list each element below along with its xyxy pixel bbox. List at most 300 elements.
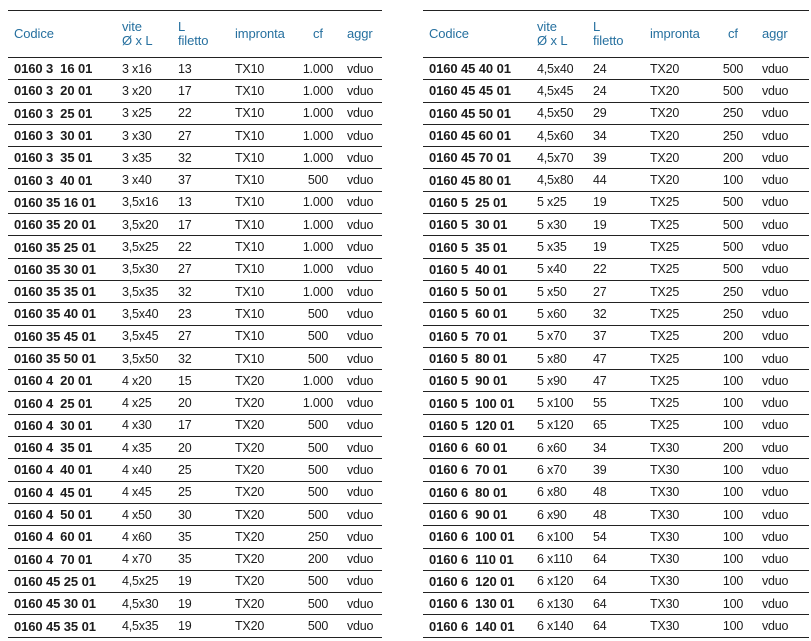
cell-aggr: vduo [762, 596, 789, 611]
cell-vite: 6 x70 [537, 462, 567, 477]
cell-filetto: 37 [593, 329, 607, 344]
cell-codice: 0160 35 45 01 [14, 328, 96, 344]
cell-aggr: vduo [347, 507, 374, 522]
cell-impronta: TX30 [650, 529, 680, 544]
cell-codice: 0160 3 16 01 [14, 61, 93, 77]
cell-impronta: TX25 [650, 351, 680, 366]
cell-impronta: TX20 [235, 373, 265, 388]
cell-cf: 1.000 [302, 262, 334, 277]
cell-impronta: TX25 [650, 262, 680, 277]
table-row [423, 147, 809, 169]
cell-vite: 4,5x30 [122, 596, 159, 611]
cell-aggr: vduo [762, 262, 789, 277]
cell-codice: 0160 45 70 01 [429, 150, 511, 166]
cell-vite: 5 x50 [537, 284, 567, 299]
cell-vite: 4,5x70 [537, 150, 574, 165]
cell-filetto: 24 [593, 61, 607, 76]
cell-codice: 0160 4 20 01 [14, 373, 93, 389]
cell-vite: 4 x20 [122, 373, 152, 388]
cell-filetto: 17 [178, 418, 192, 433]
cell-vite: 3,5x50 [122, 351, 159, 366]
cell-aggr: vduo [347, 173, 374, 188]
cell-vite: 6 x90 [537, 507, 567, 522]
cell-impronta: TX20 [235, 529, 265, 544]
cell-impronta: TX10 [235, 217, 265, 232]
cell-codice: 0160 5 90 01 [429, 373, 508, 389]
cell-vite: 4,5x45 [537, 83, 574, 98]
cell-filetto: 32 [178, 351, 192, 366]
cell-impronta: TX20 [235, 418, 265, 433]
cell-cf: 500 [307, 440, 329, 455]
cell-aggr: vduo [762, 552, 789, 567]
cell-impronta: TX20 [235, 507, 265, 522]
cell-vite: 6 x100 [537, 529, 574, 544]
table-row [423, 392, 809, 414]
cell-aggr: vduo [762, 217, 789, 232]
cell-aggr: vduo [762, 306, 789, 321]
cell-codice: 0160 45 60 01 [429, 128, 511, 144]
cell-filetto: 19 [178, 596, 192, 611]
cell-aggr: vduo [347, 61, 374, 76]
cell-codice: 0160 45 25 01 [14, 573, 96, 589]
table-row [8, 482, 382, 504]
cell-impronta: TX20 [235, 462, 265, 477]
cell-aggr: vduo [762, 574, 789, 589]
cell-aggr: vduo [762, 373, 789, 388]
cell-cf: 1.000 [302, 106, 334, 121]
cell-vite: 6 x120 [537, 574, 574, 589]
cell-cf: 100 [722, 396, 744, 411]
table-row [8, 147, 382, 169]
cell-cf: 500 [307, 418, 329, 433]
cell-codice: 0160 4 70 01 [14, 551, 93, 567]
cell-aggr: vduo [347, 262, 374, 277]
cell-codice: 0160 6 60 01 [429, 440, 508, 456]
cell-codice: 0160 5 120 01 [429, 417, 515, 433]
cell-vite: 4 x30 [122, 418, 152, 433]
cell-codice: 0160 6 140 01 [429, 618, 515, 634]
cell-impronta: TX30 [650, 596, 680, 611]
column-header-cf [297, 11, 339, 57]
table-row [8, 326, 382, 348]
cell-filetto: 39 [593, 462, 607, 477]
cell-aggr: vduo [347, 195, 374, 210]
cell-aggr: vduo [762, 173, 789, 188]
cell-aggr: vduo [762, 240, 789, 255]
cell-filetto: 65 [593, 418, 607, 433]
cell-cf: 500 [307, 507, 329, 522]
cell-vite: 6 x110 [537, 552, 573, 567]
cell-cf: 1.000 [302, 217, 334, 232]
cell-filetto: 19 [178, 574, 192, 589]
cell-impronta: TX30 [650, 507, 680, 522]
cell-filetto: 37 [178, 173, 192, 188]
vite-label-line2: Ø x L [537, 33, 568, 48]
cell-codice: 0160 35 50 01 [14, 351, 96, 366]
table-row [8, 526, 382, 548]
cell-cf: 100 [722, 173, 744, 188]
aggr-label: aggr [762, 25, 788, 41]
cell-filetto: 47 [593, 373, 607, 388]
cell-cf: 500 [722, 195, 744, 210]
cell-cf: 500 [722, 262, 744, 277]
cell-filetto: 48 [593, 507, 607, 522]
cell-vite: 5 x25 [537, 195, 567, 210]
cell-impronta: TX20 [650, 150, 680, 165]
cell-impronta: TX10 [235, 240, 265, 255]
cell-impronta: TX25 [650, 418, 680, 433]
table-row [8, 571, 382, 593]
cell-codice: 0160 6 120 01 [429, 573, 515, 589]
cell-cf: 1.000 [302, 195, 334, 210]
cell-cf: 1.000 [302, 284, 334, 299]
table-row [423, 192, 809, 214]
vite-label-line2: Ø x L [122, 33, 153, 48]
cell-vite: 3 x35 [122, 150, 152, 165]
cell-codice: 0160 4 50 01 [14, 507, 93, 523]
table-row [423, 169, 809, 191]
cell-impronta: TX20 [650, 173, 680, 188]
cell-aggr: vduo [762, 485, 789, 500]
cell-vite: 4,5x35 [122, 619, 159, 634]
cell-filetto: 22 [178, 106, 192, 121]
cell-filetto: 64 [593, 596, 607, 611]
cell-filetto: 19 [593, 195, 607, 210]
column-header-impronta [235, 11, 297, 57]
cell-cf: 1.000 [302, 396, 334, 411]
cell-filetto: 29 [593, 106, 607, 121]
cell-filetto: 25 [178, 462, 192, 477]
cell-aggr: vduo [347, 329, 374, 344]
cell-vite: 5 x60 [537, 306, 567, 321]
cell-cf: 500 [307, 619, 329, 634]
cell-filetto: 19 [593, 240, 607, 255]
table-row [8, 80, 382, 102]
cell-filetto: 22 [593, 262, 607, 277]
cell-cf: 1.000 [302, 83, 334, 98]
cell-vite: 4,5x40 [537, 61, 574, 76]
cell-codice: 0160 6 130 01 [429, 596, 515, 612]
cell-vite: 5 x70 [537, 329, 567, 344]
cell-vite: 4,5x60 [537, 128, 574, 143]
cell-cf: 250 [722, 128, 744, 143]
cell-aggr: vduo [762, 106, 789, 121]
cell-vite: 3 x30 [122, 128, 152, 143]
cell-filetto: 54 [593, 529, 607, 544]
impronta-label: impronta [235, 25, 285, 41]
cell-cf: 100 [722, 552, 744, 567]
cell-vite: 3 x25 [122, 106, 152, 121]
cell-codice: 0160 4 40 01 [14, 462, 93, 478]
table-row [423, 326, 809, 348]
vite-label-line1: vite [537, 18, 557, 34]
table-row [8, 615, 382, 637]
cell-impronta: TX10 [235, 128, 265, 143]
cell-codice: 0160 5 40 01 [429, 261, 508, 277]
cell-codice: 0160 4 45 01 [14, 484, 93, 500]
table-body [423, 58, 809, 638]
cell-aggr: vduo [347, 462, 374, 477]
filetto-label-line2: filetto [593, 33, 624, 48]
table-row [8, 281, 382, 303]
filetto-label-line2: filetto [178, 33, 209, 48]
table-row [8, 593, 382, 615]
table-row [8, 549, 382, 571]
cell-impronta: TX20 [235, 396, 265, 411]
cell-vite: 3,5x16 [122, 195, 159, 210]
cell-codice: 0160 5 70 01 [429, 328, 508, 344]
cell-vite: 4 x45 [122, 485, 152, 500]
cell-vite: 6 x130 [537, 596, 574, 611]
cell-aggr: vduo [762, 529, 789, 544]
cell-filetto: 47 [593, 351, 607, 366]
cell-cf: 100 [722, 485, 744, 500]
cell-cf: 500 [307, 574, 329, 589]
cell-codice: 0160 45 80 01 [429, 172, 511, 188]
cell-aggr: vduo [347, 217, 374, 232]
cell-codice: 0160 45 40 01 [429, 61, 511, 77]
cell-filetto: 34 [593, 440, 607, 455]
column-header-filetto [593, 11, 650, 57]
cell-impronta: TX30 [650, 574, 680, 589]
cell-vite: 3 x16 [122, 61, 152, 76]
cf-label: cf [313, 25, 323, 41]
table-row [423, 303, 809, 325]
table-row [423, 125, 809, 147]
cell-codice: 0160 6 100 01 [429, 529, 515, 545]
cell-codice: 0160 5 35 01 [429, 239, 508, 255]
cell-vite: 3,5x25 [122, 240, 159, 255]
cell-vite: 6 x140 [537, 619, 574, 634]
column-header-filetto [178, 11, 235, 57]
cell-filetto: 19 [178, 619, 192, 634]
cell-filetto: 64 [593, 574, 607, 589]
cell-impronta: TX20 [235, 440, 265, 455]
cell-impronta: TX30 [650, 619, 680, 634]
cell-aggr: vduo [347, 485, 374, 500]
table-row [423, 593, 809, 615]
column-header-vite [537, 11, 593, 57]
cell-impronta: TX25 [650, 217, 680, 232]
cell-filetto: 13 [178, 195, 192, 210]
cell-filetto: 24 [593, 83, 607, 98]
aggr-label: aggr [347, 25, 373, 41]
cell-impronta: TX20 [235, 596, 265, 611]
cell-vite: 5 x80 [537, 351, 567, 366]
cell-cf: 500 [722, 61, 744, 76]
cell-cf: 500 [307, 351, 329, 366]
cell-aggr: vduo [762, 462, 789, 477]
cell-vite: 5 x30 [537, 217, 567, 232]
cell-cf: 100 [722, 351, 744, 366]
cell-aggr: vduo [347, 284, 374, 299]
table-row [423, 571, 809, 593]
table-row [8, 236, 382, 258]
table-row [423, 281, 809, 303]
table-row [423, 103, 809, 125]
cell-impronta: TX20 [235, 574, 265, 589]
cell-vite: 4 x50 [122, 507, 152, 522]
cell-aggr: vduo [762, 507, 789, 522]
cell-cf: 250 [722, 306, 744, 321]
cell-aggr: vduo [762, 284, 789, 299]
cell-vite: 4 x25 [122, 396, 152, 411]
cell-cf: 200 [722, 150, 744, 165]
filetto-label-line1: L [178, 18, 186, 34]
cell-aggr: vduo [762, 329, 789, 344]
cell-impronta: TX10 [235, 173, 265, 188]
cell-vite: 4,5x50 [537, 106, 574, 121]
table-row [8, 259, 382, 281]
cell-aggr: vduo [762, 61, 789, 76]
cell-aggr: vduo [347, 83, 374, 98]
cell-codice: 0160 35 25 01 [14, 239, 96, 255]
cell-codice: 0160 35 30 01 [14, 261, 96, 277]
table-row [8, 392, 382, 414]
cell-vite: 3,5x30 [122, 262, 159, 277]
cell-vite: 3 x40 [122, 173, 152, 188]
cell-cf: 500 [307, 596, 329, 611]
cell-aggr: vduo [762, 128, 789, 143]
cell-codice: 0160 3 20 01 [14, 83, 93, 99]
cell-aggr: vduo [762, 150, 789, 165]
table-row [8, 169, 382, 191]
cell-vite: 4,5x25 [122, 574, 159, 589]
cell-filetto: 17 [178, 83, 192, 98]
column-header-cf [712, 11, 754, 57]
cell-codice: 0160 5 50 01 [429, 284, 508, 300]
cell-codice: 0160 35 40 01 [14, 306, 96, 322]
column-header-vite [122, 11, 178, 57]
cell-impronta: TX20 [650, 106, 680, 121]
cell-impronta: TX30 [650, 552, 680, 567]
cell-cf: 500 [307, 173, 329, 188]
cell-codice: 0160 4 25 01 [14, 395, 93, 411]
cell-impronta: TX10 [235, 150, 265, 165]
cell-vite: 4 x70 [122, 552, 152, 567]
cell-codice: 0160 35 35 01 [14, 284, 96, 300]
cell-codice: 0160 5 30 01 [429, 217, 508, 233]
cell-vite: 6 x60 [537, 440, 567, 455]
cell-aggr: vduo [347, 373, 374, 388]
cell-codice: 0160 3 25 01 [14, 105, 93, 121]
cell-codice: 0160 45 50 01 [429, 105, 511, 121]
cell-filetto: 39 [593, 150, 607, 165]
table-row [8, 58, 382, 80]
cell-filetto: 25 [178, 485, 192, 500]
cell-filetto: 48 [593, 485, 607, 500]
cell-filetto: 23 [178, 306, 192, 321]
cf-label: cf [728, 25, 738, 41]
cell-impronta: TX30 [650, 485, 680, 500]
table-row [8, 103, 382, 125]
cell-vite: 3,5x20 [122, 217, 159, 232]
cell-codice: 0160 3 40 01 [14, 172, 93, 188]
cell-filetto: 32 [178, 150, 192, 165]
cell-codice: 0160 5 60 01 [429, 306, 508, 322]
cell-aggr: vduo [347, 596, 374, 611]
cell-aggr: vduo [762, 619, 789, 634]
cell-impronta: TX10 [235, 262, 265, 277]
filetto-label-line1: L [593, 18, 601, 34]
table-row [8, 214, 382, 236]
cell-codice: 0160 4 60 01 [14, 529, 93, 545]
table-row [8, 303, 382, 325]
cell-filetto: 64 [593, 619, 607, 634]
cell-filetto: 20 [178, 440, 192, 455]
cell-aggr: vduo [347, 306, 374, 321]
cell-filetto: 35 [178, 529, 192, 544]
cell-impronta: TX10 [235, 106, 265, 121]
cell-filetto: 17 [178, 217, 192, 232]
cell-aggr: vduo [347, 396, 374, 411]
cell-impronta: TX20 [235, 619, 265, 634]
cell-cf: 500 [722, 83, 744, 98]
cell-filetto: 27 [178, 128, 192, 143]
table-header-row [423, 11, 809, 58]
table-row [423, 259, 809, 281]
cell-impronta: TX25 [650, 373, 680, 388]
table-row [8, 437, 382, 459]
table-row [423, 526, 809, 548]
column-header-aggr [754, 11, 809, 57]
table-row [8, 125, 382, 147]
cell-aggr: vduo [762, 396, 789, 411]
cell-cf: 250 [722, 284, 744, 299]
cell-filetto: 27 [178, 329, 192, 344]
cell-filetto: 13 [178, 61, 192, 76]
cell-impronta: TX10 [235, 284, 265, 299]
cell-impronta: TX10 [235, 329, 265, 344]
cell-aggr: vduo [347, 418, 374, 433]
cell-aggr: vduo [347, 150, 374, 165]
codice-label: Codice [429, 25, 469, 41]
cell-impronta: TX20 [650, 61, 680, 76]
cell-filetto: 20 [178, 396, 192, 411]
cell-vite: 4 x35 [122, 440, 152, 455]
cell-cf: 100 [722, 418, 744, 433]
table-row [423, 58, 809, 80]
cell-impronta: TX30 [650, 440, 680, 455]
cell-codice: 0160 5 80 01 [429, 351, 508, 366]
cell-impronta: TX25 [650, 240, 680, 255]
cell-codice: 0160 35 16 01 [14, 194, 96, 210]
cell-aggr: vduo [347, 240, 374, 255]
cell-aggr: vduo [762, 440, 789, 455]
cell-vite: 6 x80 [537, 485, 567, 500]
cell-codice: 0160 4 35 01 [14, 440, 93, 456]
cell-aggr: vduo [347, 128, 374, 143]
cell-cf: 100 [722, 619, 744, 634]
cell-impronta: TX10 [235, 83, 265, 98]
table-body [8, 58, 382, 638]
cell-codice: 0160 3 30 01 [14, 128, 93, 144]
cell-codice: 0160 3 35 01 [14, 150, 93, 166]
cell-aggr: vduo [347, 619, 374, 634]
table-row [423, 415, 809, 437]
cell-cf: 200 [722, 329, 744, 344]
cell-vite: 5 x90 [537, 373, 567, 388]
cell-filetto: 32 [593, 306, 607, 321]
cell-cf: 500 [722, 240, 744, 255]
cell-impronta: TX30 [650, 462, 680, 477]
cell-impronta: TX20 [235, 552, 265, 567]
table-row [8, 415, 382, 437]
cell-cf: 500 [307, 306, 329, 321]
cell-cf: 250 [722, 106, 744, 121]
cell-impronta: TX25 [650, 329, 680, 344]
table-row [423, 482, 809, 504]
